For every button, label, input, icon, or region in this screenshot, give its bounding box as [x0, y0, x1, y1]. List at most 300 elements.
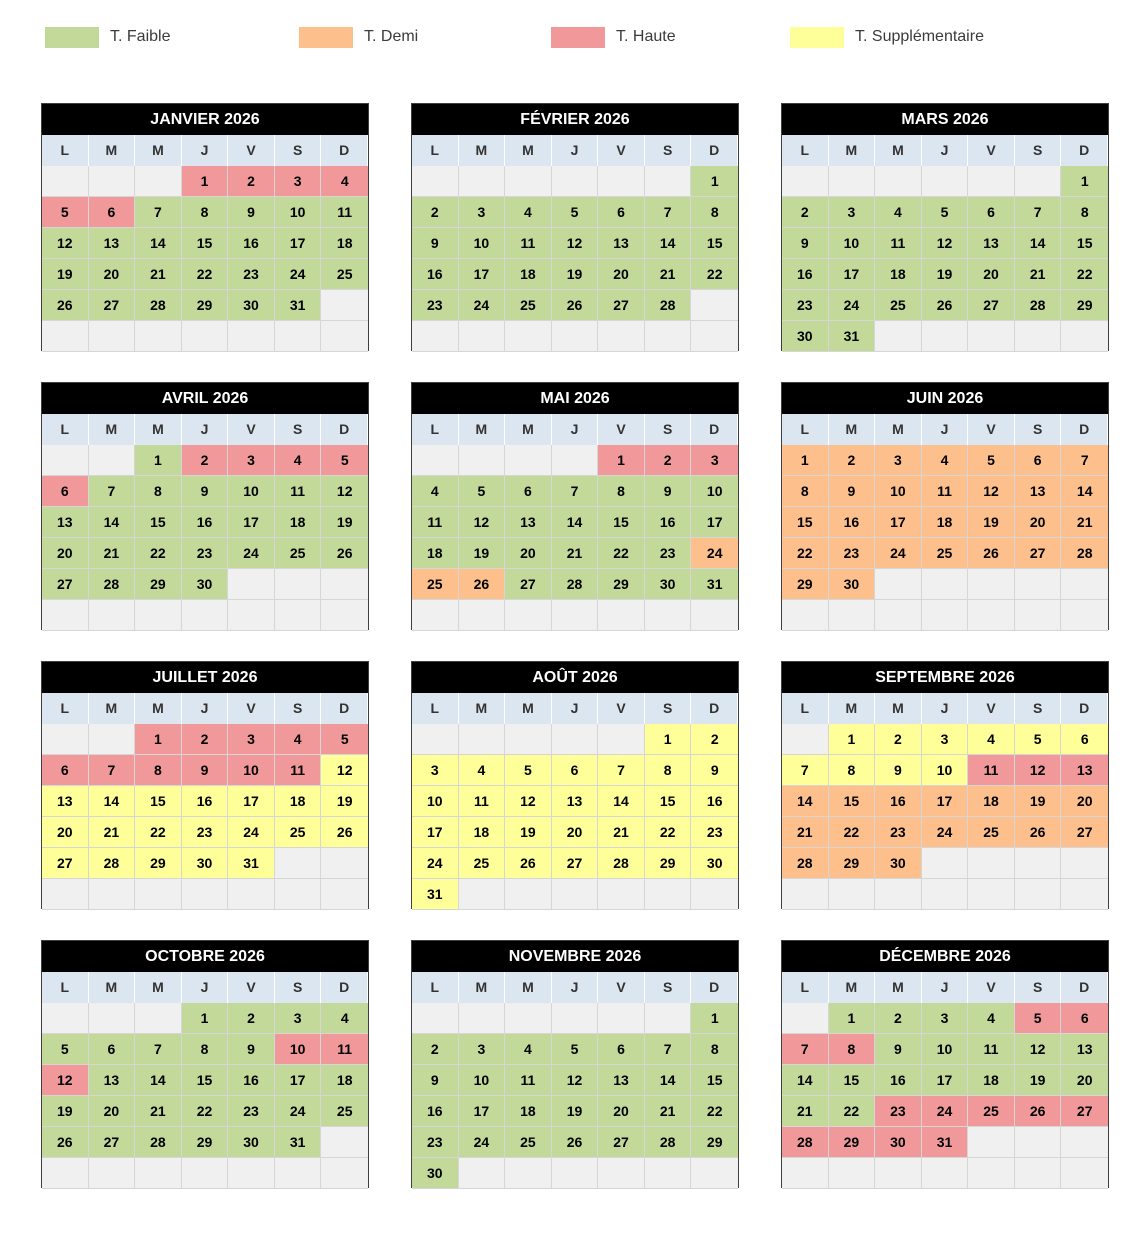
- day-cell: 29: [691, 1127, 738, 1158]
- day-cell: 8: [691, 197, 738, 228]
- empty-cell: [135, 321, 182, 352]
- day-cell: 24: [922, 1096, 969, 1127]
- day-cell: 18: [275, 786, 322, 817]
- day-cell: 23: [875, 817, 922, 848]
- weekday-label: D: [1061, 135, 1108, 166]
- day-cell: 30: [829, 569, 876, 600]
- day-cell: 24: [459, 290, 506, 321]
- day-cell: 13: [42, 786, 89, 817]
- empty-cell: [321, 321, 368, 352]
- empty-cell: [1015, 321, 1062, 352]
- month-calendar: [781, 103, 1109, 351]
- empty-cell: [1061, 569, 1108, 600]
- empty-cell: [459, 321, 506, 352]
- empty-cell: [645, 600, 692, 631]
- weekday-label: M: [875, 414, 922, 445]
- empty-cell: [598, 879, 645, 910]
- day-cell: 13: [89, 228, 136, 259]
- day-cell: 6: [598, 1034, 645, 1065]
- empty-cell: [135, 1003, 182, 1034]
- day-cell: 22: [1061, 259, 1108, 290]
- day-cell: 9: [412, 228, 459, 259]
- legend-swatch-supp: [790, 27, 844, 48]
- empty-cell: [598, 321, 645, 352]
- day-cell: 20: [505, 538, 552, 569]
- weekday-label: J: [922, 972, 969, 1003]
- day-cell: 19: [922, 259, 969, 290]
- day-cell: 7: [552, 476, 599, 507]
- month-calendar: [411, 103, 739, 351]
- weekday-label: J: [552, 135, 599, 166]
- day-cell: 19: [552, 1096, 599, 1127]
- weekday-label: S: [1015, 693, 1062, 724]
- day-cell: 30: [645, 569, 692, 600]
- day-cell: 12: [42, 1065, 89, 1096]
- month-calendar: [781, 382, 1109, 630]
- weekday-label: J: [552, 693, 599, 724]
- day-cell: 17: [459, 259, 506, 290]
- day-grid: [782, 166, 1108, 352]
- day-cell: 1: [782, 445, 829, 476]
- empty-cell: [598, 166, 645, 197]
- day-cell: 31: [275, 1127, 322, 1158]
- day-cell: 1: [182, 166, 229, 197]
- empty-cell: [459, 166, 506, 197]
- day-cell: 14: [135, 1065, 182, 1096]
- day-cell: 16: [228, 228, 275, 259]
- day-grid: [782, 445, 1108, 631]
- day-cell: 21: [1061, 507, 1108, 538]
- weekday-label: S: [1015, 135, 1062, 166]
- day-cell: 26: [552, 1127, 599, 1158]
- day-cell: 23: [182, 538, 229, 569]
- day-cell: 2: [691, 724, 738, 755]
- day-cell: 5: [552, 1034, 599, 1065]
- weekday-label: D: [1061, 972, 1108, 1003]
- legend-swatch-demi: [299, 27, 353, 48]
- weekday-label: M: [505, 693, 552, 724]
- empty-cell: [1015, 569, 1062, 600]
- day-cell: 25: [968, 817, 1015, 848]
- day-cell: 30: [782, 321, 829, 352]
- day-cell: 6: [505, 476, 552, 507]
- empty-cell: [922, 569, 969, 600]
- empty-cell: [782, 166, 829, 197]
- day-cell: 9: [875, 1034, 922, 1065]
- weekday-label: M: [135, 972, 182, 1003]
- legend-label: T. Faible: [110, 28, 171, 45]
- day-cell: 12: [42, 228, 89, 259]
- day-cell: 19: [42, 1096, 89, 1127]
- day-cell: 6: [89, 1034, 136, 1065]
- weekday-label: L: [42, 414, 89, 445]
- day-cell: 19: [42, 259, 89, 290]
- day-cell: 8: [598, 476, 645, 507]
- day-cell: 25: [321, 1096, 368, 1127]
- day-cell: 5: [321, 445, 368, 476]
- weekday-label: V: [228, 135, 275, 166]
- empty-cell: [505, 321, 552, 352]
- day-cell: 5: [922, 197, 969, 228]
- day-cell: 6: [598, 197, 645, 228]
- day-cell: 13: [598, 1065, 645, 1096]
- day-cell: 22: [182, 1096, 229, 1127]
- empty-cell: [968, 569, 1015, 600]
- empty-cell: [42, 600, 89, 631]
- day-cell: 28: [598, 848, 645, 879]
- day-cell: 30: [875, 1127, 922, 1158]
- weekday-label: D: [691, 135, 738, 166]
- day-cell: 6: [1061, 724, 1108, 755]
- day-grid: [42, 724, 368, 910]
- day-cell: 18: [505, 259, 552, 290]
- day-cell: 10: [275, 1034, 322, 1065]
- day-cell: 20: [1061, 786, 1108, 817]
- day-cell: 27: [1015, 538, 1062, 569]
- empty-cell: [782, 1003, 829, 1034]
- weekday-label: V: [968, 972, 1015, 1003]
- day-cell: 6: [1061, 1003, 1108, 1034]
- day-cell: 23: [691, 817, 738, 848]
- day-cell: 25: [459, 848, 506, 879]
- empty-cell: [275, 1158, 322, 1189]
- day-cell: 3: [228, 445, 275, 476]
- empty-cell: [875, 321, 922, 352]
- empty-cell: [875, 600, 922, 631]
- day-cell: 20: [1061, 1065, 1108, 1096]
- day-cell: 5: [42, 197, 89, 228]
- empty-cell: [968, 1127, 1015, 1158]
- day-cell: 23: [228, 1096, 275, 1127]
- day-cell: 28: [89, 848, 136, 879]
- weekday-label: L: [782, 972, 829, 1003]
- empty-cell: [645, 1003, 692, 1034]
- day-cell: 7: [135, 1034, 182, 1065]
- day-cell: 17: [691, 507, 738, 538]
- empty-cell: [228, 1158, 275, 1189]
- month-title: AVRIL 2026: [42, 383, 368, 414]
- day-cell: 18: [922, 507, 969, 538]
- month-calendar: [41, 382, 369, 630]
- empty-cell: [1015, 1158, 1062, 1189]
- day-cell: 7: [1015, 197, 1062, 228]
- day-cell: 3: [412, 755, 459, 786]
- day-cell: 27: [42, 569, 89, 600]
- day-cell: 8: [135, 755, 182, 786]
- weekday-label: M: [875, 972, 922, 1003]
- empty-cell: [691, 321, 738, 352]
- day-cell: 17: [459, 1096, 506, 1127]
- day-cell: 21: [782, 1096, 829, 1127]
- day-cell: 24: [922, 817, 969, 848]
- day-cell: 13: [598, 228, 645, 259]
- day-cell: 1: [598, 445, 645, 476]
- day-cell: 14: [89, 786, 136, 817]
- day-cell: 12: [1015, 1034, 1062, 1065]
- weekday-label: S: [275, 135, 322, 166]
- day-cell: 4: [875, 197, 922, 228]
- day-cell: 21: [135, 259, 182, 290]
- day-cell: 6: [42, 476, 89, 507]
- day-cell: 29: [645, 848, 692, 879]
- weekday-label: M: [135, 414, 182, 445]
- day-cell: 16: [645, 507, 692, 538]
- weekday-label: M: [505, 135, 552, 166]
- day-cell: 31: [922, 1127, 969, 1158]
- day-cell: 18: [321, 228, 368, 259]
- day-cell: 8: [1061, 197, 1108, 228]
- empty-cell: [182, 600, 229, 631]
- month-title: DÉCEMBRE 2026: [782, 941, 1108, 972]
- day-cell: 25: [505, 290, 552, 321]
- day-cell: 16: [875, 1065, 922, 1096]
- day-cell: 7: [782, 755, 829, 786]
- empty-cell: [459, 724, 506, 755]
- legend-label: T. Haute: [616, 28, 676, 45]
- day-cell: 4: [968, 724, 1015, 755]
- day-cell: 27: [552, 848, 599, 879]
- empty-cell: [459, 1003, 506, 1034]
- day-cell: 13: [968, 228, 1015, 259]
- empty-cell: [228, 600, 275, 631]
- weekday-header: [42, 135, 368, 166]
- empty-cell: [922, 321, 969, 352]
- day-cell: 19: [321, 507, 368, 538]
- day-cell: 25: [275, 538, 322, 569]
- day-cell: 15: [691, 228, 738, 259]
- day-cell: 24: [275, 1096, 322, 1127]
- day-cell: 3: [275, 1003, 322, 1034]
- weekday-label: M: [829, 135, 876, 166]
- day-cell: 26: [1015, 817, 1062, 848]
- day-cell: 8: [691, 1034, 738, 1065]
- empty-cell: [922, 879, 969, 910]
- day-cell: 16: [412, 259, 459, 290]
- weekday-label: J: [182, 135, 229, 166]
- day-cell: 30: [228, 290, 275, 321]
- day-cell: 21: [552, 538, 599, 569]
- weekday-label: D: [321, 972, 368, 1003]
- empty-cell: [552, 321, 599, 352]
- weekday-label: M: [829, 414, 876, 445]
- weekday-label: L: [782, 693, 829, 724]
- empty-cell: [505, 445, 552, 476]
- empty-cell: [275, 879, 322, 910]
- day-cell: 12: [459, 507, 506, 538]
- weekday-label: M: [135, 693, 182, 724]
- weekday-label: L: [412, 135, 459, 166]
- day-cell: 13: [89, 1065, 136, 1096]
- day-cell: 5: [1015, 1003, 1062, 1034]
- weekday-label: J: [922, 693, 969, 724]
- month-title: SEPTEMBRE 2026: [782, 662, 1108, 693]
- day-cell: 10: [412, 786, 459, 817]
- day-cell: 1: [1061, 166, 1108, 197]
- day-cell: 27: [968, 290, 1015, 321]
- empty-cell: [1061, 1158, 1108, 1189]
- day-cell: 19: [1015, 1065, 1062, 1096]
- day-cell: 18: [321, 1065, 368, 1096]
- empty-cell: [321, 569, 368, 600]
- day-cell: 18: [275, 507, 322, 538]
- month-calendar: [411, 940, 739, 1188]
- empty-cell: [228, 321, 275, 352]
- day-cell: 12: [552, 1065, 599, 1096]
- month-calendar: [41, 940, 369, 1188]
- empty-cell: [552, 1003, 599, 1034]
- day-cell: 10: [691, 476, 738, 507]
- legend-swatch-faible: [45, 27, 99, 48]
- day-cell: 2: [412, 197, 459, 228]
- empty-cell: [42, 321, 89, 352]
- day-cell: 27: [598, 290, 645, 321]
- empty-cell: [459, 879, 506, 910]
- day-cell: 27: [89, 1127, 136, 1158]
- empty-cell: [691, 879, 738, 910]
- day-cell: 24: [829, 290, 876, 321]
- day-cell: 9: [691, 755, 738, 786]
- empty-cell: [42, 1003, 89, 1034]
- day-cell: 18: [968, 786, 1015, 817]
- empty-cell: [1015, 879, 1062, 910]
- day-cell: 8: [782, 476, 829, 507]
- weekday-header: [412, 135, 738, 166]
- day-cell: 15: [829, 786, 876, 817]
- day-cell: 11: [321, 197, 368, 228]
- weekday-header: [782, 135, 1108, 166]
- empty-cell: [829, 600, 876, 631]
- empty-cell: [135, 166, 182, 197]
- day-cell: 3: [459, 197, 506, 228]
- day-cell: 17: [228, 507, 275, 538]
- day-cell: 19: [552, 259, 599, 290]
- empty-cell: [89, 445, 136, 476]
- day-cell: 15: [598, 507, 645, 538]
- day-cell: 2: [875, 1003, 922, 1034]
- empty-cell: [598, 1003, 645, 1034]
- empty-cell: [321, 1127, 368, 1158]
- day-cell: 19: [459, 538, 506, 569]
- weekday-header: [412, 972, 738, 1003]
- day-cell: 21: [645, 259, 692, 290]
- day-cell: 12: [552, 228, 599, 259]
- day-cell: 11: [505, 228, 552, 259]
- weekday-label: V: [968, 414, 1015, 445]
- day-cell: 27: [1061, 817, 1108, 848]
- month-calendar: [41, 103, 369, 351]
- empty-cell: [321, 848, 368, 879]
- weekday-header: [42, 693, 368, 724]
- day-cell: 1: [691, 166, 738, 197]
- day-cell: 1: [645, 724, 692, 755]
- empty-cell: [968, 1158, 1015, 1189]
- weekday-label: V: [598, 135, 645, 166]
- day-cell: 5: [459, 476, 506, 507]
- day-cell: 25: [505, 1127, 552, 1158]
- day-cell: 9: [182, 755, 229, 786]
- day-cell: 10: [875, 476, 922, 507]
- day-cell: 24: [875, 538, 922, 569]
- day-cell: 13: [505, 507, 552, 538]
- day-cell: 19: [1015, 786, 1062, 817]
- month-title: AOÛT 2026: [412, 662, 738, 693]
- day-cell: 23: [829, 538, 876, 569]
- weekday-label: S: [1015, 414, 1062, 445]
- day-cell: 4: [275, 724, 322, 755]
- weekday-label: D: [321, 135, 368, 166]
- legend-swatch-haute: [551, 27, 605, 48]
- empty-cell: [552, 879, 599, 910]
- day-cell: 5: [505, 755, 552, 786]
- weekday-label: V: [598, 693, 645, 724]
- empty-cell: [875, 569, 922, 600]
- empty-cell: [505, 600, 552, 631]
- day-cell: 1: [135, 724, 182, 755]
- empty-cell: [645, 166, 692, 197]
- day-cell: 23: [228, 259, 275, 290]
- empty-cell: [598, 724, 645, 755]
- day-cell: 13: [1015, 476, 1062, 507]
- day-cell: 23: [412, 1127, 459, 1158]
- day-cell: 17: [875, 507, 922, 538]
- day-cell: 10: [459, 1065, 506, 1096]
- day-cell: 11: [275, 476, 322, 507]
- day-cell: 9: [228, 1034, 275, 1065]
- empty-cell: [782, 1158, 829, 1189]
- empty-cell: [412, 1003, 459, 1034]
- day-cell: 22: [691, 259, 738, 290]
- day-cell: 16: [875, 786, 922, 817]
- weekday-header: [42, 414, 368, 445]
- day-cell: 31: [412, 879, 459, 910]
- day-cell: 6: [552, 755, 599, 786]
- day-cell: 11: [459, 786, 506, 817]
- day-cell: 31: [829, 321, 876, 352]
- day-cell: 2: [182, 724, 229, 755]
- empty-cell: [1015, 848, 1062, 879]
- day-cell: 30: [691, 848, 738, 879]
- day-cell: 10: [228, 755, 275, 786]
- day-cell: 29: [829, 1127, 876, 1158]
- day-cell: 9: [182, 476, 229, 507]
- day-cell: 5: [321, 724, 368, 755]
- empty-cell: [505, 724, 552, 755]
- weekday-label: L: [782, 135, 829, 166]
- day-cell: 22: [135, 817, 182, 848]
- day-cell: 2: [228, 166, 275, 197]
- month-calendar: [781, 661, 1109, 909]
- day-cell: 27: [42, 848, 89, 879]
- weekday-label: M: [505, 414, 552, 445]
- empty-cell: [89, 879, 136, 910]
- day-cell: 3: [875, 445, 922, 476]
- day-cell: 21: [782, 817, 829, 848]
- day-cell: 2: [182, 445, 229, 476]
- day-cell: 19: [505, 817, 552, 848]
- day-cell: 11: [505, 1065, 552, 1096]
- day-cell: 26: [459, 569, 506, 600]
- empty-cell: [968, 848, 1015, 879]
- day-grid: [42, 166, 368, 352]
- day-cell: 20: [598, 259, 645, 290]
- day-cell: 29: [782, 569, 829, 600]
- day-cell: 27: [598, 1127, 645, 1158]
- day-cell: 11: [321, 1034, 368, 1065]
- empty-cell: [922, 166, 969, 197]
- day-cell: 29: [182, 1127, 229, 1158]
- day-cell: 12: [968, 476, 1015, 507]
- day-cell: 2: [875, 724, 922, 755]
